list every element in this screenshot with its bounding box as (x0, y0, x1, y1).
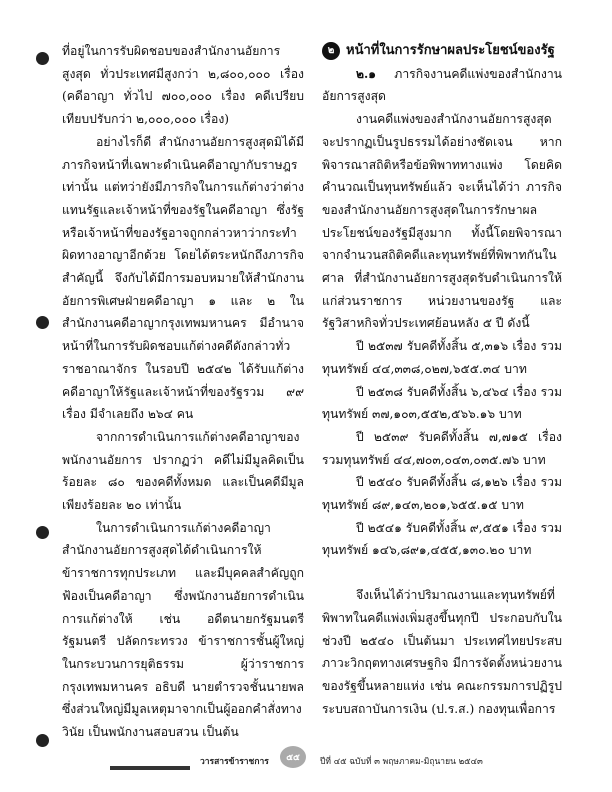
right-column (322, 40, 562, 720)
punch-hole-mark (36, 316, 49, 329)
footer-rule (110, 766, 190, 770)
paragraph: งานคดีแพ่งของสำนักงานอัยการสูงสุดจะปรากฏเป็นรูปธรรมได้อย่างชัดเจน หากพิจารณาสถิติหรือข้อพิพาททางแพ่ง โดยคิดคำนวณเป็นทุนทรัพย์แล้ว จะเห็นได้ว่า ภารกิจของสำนักงานอัยการสูงสุดในการรักษาผลประโยชน์ของรัฐมีสูงมาก ทั้งนี้โดยพิจารณาจากจำนวนสถิติคดีและทุนทรัพย์ที่พิพาทกันในศาล ที่สำนักงานอัยการสูงสุดรับดำเนินการให้แก่ส่วนราชการ หน่วยงานของรัฐ และรัฐวิสาหกิจทั่วประเทศย้อนหลัง ๕ ปี ดังนี้ (322, 112, 562, 331)
magazine-title: วารสารข้าราชการ (200, 757, 269, 767)
punch-hole-mark (36, 526, 49, 539)
paragraph: ในการดำเนินการแก้ต่างคดีอาญา สำนักงานอัยการสูงสุดได้ดำเนินการให้ข้าราชการทุกประเภท และมีบุคคลสำคัญถูกฟ้องเป็นคดีอาญา ซึ่งพนักงานอัยการดำเนินการแก้ต่างให้ เช่น อดีตนายกรัฐมนตรี รัฐมนตรี ปลัดกระทรวง ข้าราชการชั้นผู้ใหญ่ในกระบวนการยุติธรรม ผู้ว่าราชการกรุงเทพมหานคร อธิบดี นายตำรวจชั้นนายพล ซึ่งส่วนใหญ่มีมูลเหตุมาจากเป็นผู้ออกคำสั่งทางวินัย เป็นพนักงานสอบสวน เป็นต้น (62, 520, 304, 740)
section-number-badge: ๒ (322, 42, 340, 60)
punch-hole-mark (36, 52, 49, 65)
stat-line: ปี ๒๕๓๙ รับคดีทั้งสิ้น ๗,๗๑๕ เรื่อง รวมทุนทรัพย์ ๔๔,๗๐๓,๐๔๓,๐๓๕.๗๖ บาท (322, 429, 562, 467)
subsection-heading (322, 63, 562, 108)
left-column (62, 40, 304, 744)
section-title: หน้าที่ในการรักษาผลประโยชน์ของรัฐ (346, 43, 555, 58)
paragraph: อย่างไรก็ดี สำนักงานอัยการสูงสุดมิได้มีภารกิจหน้าที่เฉพาะดำเนินคดีอาญากับราษฎรเท่านั้น แต่ทว่ายังมีภารกิจในการแก้ต่างว่าต่างแทนรัฐและเจ้าหน้าที่ของรัฐในคดีอาญา ซึ่งรัฐหรือเจ้าหน้าที่ของรัฐอาจถูกกล่าวหาว่ากระทำผิดทางอาญาอีกด้วย โดยได้ตระหนักถึงภารกิจสำคัญนี้ จึงกับได้มีการมอบหมายให้สำนักงานอัยการพิเศษฝ่ายคดีอาญา ๑ และ ๒ ในสำนักงานคดีอาญากรุงเทพมหานคร มีอำนาจหน้าที่ในการรับผิดชอบแก้ต่างคดีดังกล่าวทั่วราชอาณาจักร ในรอบปี ๒๕๔๒ ได้รับแก้ต่างคดีอาญาให้รัฐและเจ้าหน้าที่ของรัฐรวม ๙๙ เรื่อง มีจำเลยถึง ๒๖๔ คน (62, 134, 304, 422)
subsection-title: ภารกิจงานคดีแพ่งของสำนักงานอัยการสูงสุด (322, 66, 562, 104)
stat-line: ปี ๒๕๓๘ รับคดีทั้งสิ้น ๖,๔๖๔ เรื่อง รวมทุนทรัพย์ ๓๗,๑๐๓,๕๕๒,๕๖๖.๑๖ บาท (322, 384, 562, 422)
punch-hole-mark (36, 734, 49, 747)
stat-line: ปี ๒๕๔๑ รับคดีทั้งสิ้น ๙,๕๕๑ เรื่อง รวมทุนทรัพย์ ๑๔๖,๘๙๑,๔๕๕,๑๓๐.๒๐ บาท (322, 520, 562, 558)
paragraph: จึงเห็นได้ว่าปริมาณงานและทุนทรัพย์ที่พิพาทในคดีแพ่งเพิ่มสูงขึ้นทุกปี ประกอบกับในช่วงปี ๒๕๔๐ เป็นต้นมา ประเทศไทยประสบภาวะวิกฤตทางเศรษฐกิจ มีการจัดตั้งหน่วยงานของรัฐขึ้นหลายแห่ง เช่น คณะกรรมการปฏิรูประบบสถาบันการเงิน (ป.ร.ส.) กองทุนเพื่อการ (322, 588, 562, 716)
paragraph: จากการดำเนินการแก้ต่างคดีอาญาของพนักงานอัยการ ปรากฏว่า คดีไม่มีมูลคิดเป็นร้อยละ ๘๐ ของคดีทั้งหมด และเป็นคดีมีมูลเพียงร้อยละ ๒๐ เท่านั้น (62, 429, 304, 513)
page-footer (110, 753, 550, 772)
section-heading (322, 40, 562, 63)
stat-line: ปี ๒๕๔๐ รับคดีทั้งสิ้น ๘,๑๒๖ เรื่อง รวมทุนทรัพย์ ๘๙,๑๔๓,๒๐๑,๖๕๕.๑๕ บาท (322, 475, 562, 513)
subsection-number: ๒.๑ (356, 66, 377, 81)
issue-info: ปีที่ ๔๕ ฉบับที่ ๓ พฤษภาคม-มิถุนายน ๒๕๔๓ (320, 757, 483, 767)
page-number-badge: ๕๕ (280, 746, 306, 768)
paragraph: ที่อยู่ในการรับผิดชอบของสำนักงานอัยการสูงสุด ทั่วประเทศมีสูงกว่า ๒,๘๐๐,๐๐๐ เรื่อง (คดีอาญา ทั่วไป ๗๐๐,๐๐๐ เรื่อง คดีเปรียบเทียบปรับกว่า ๒,๐๐๐,๐๐๐ เรื่อง) (62, 44, 304, 127)
stat-line: ปี ๒๕๓๗ รับคดีทั้งสิ้น ๕,๓๑๖ เรื่อง รวมทุนทรัพย์ ๔๔,๓๓๘,๐๒๗,๖๕๕.๓๔ บาท (322, 339, 562, 376)
